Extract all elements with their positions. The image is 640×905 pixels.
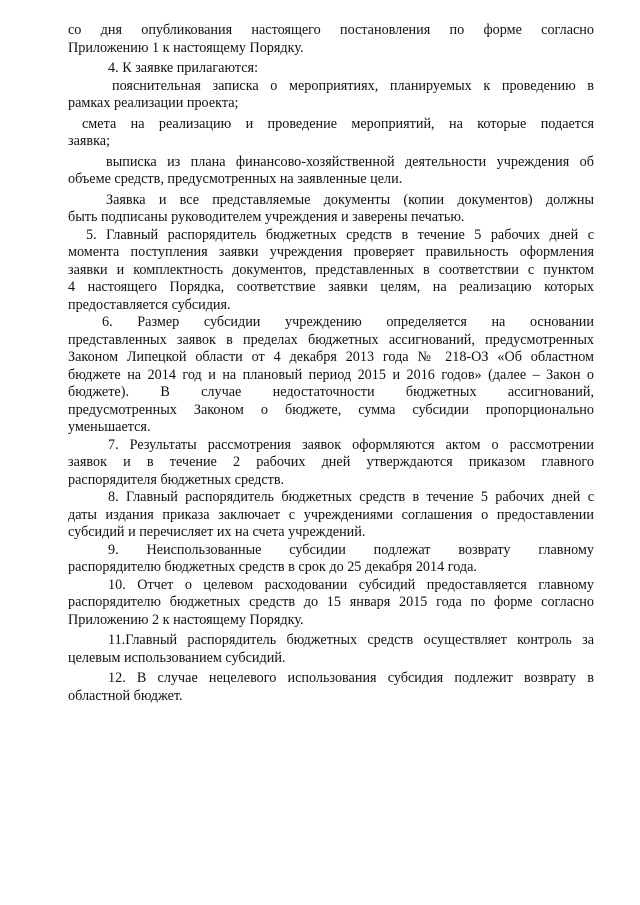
text-line: областной бюджет. xyxy=(68,687,183,704)
text-line: распорядителя бюджетных средств. xyxy=(68,471,285,488)
text-line: 9. Неиспользованные субсидии подлежат возврату главному xyxy=(108,541,594,558)
text-line: бюджете). В случае недостаточности бюджетных ассигнований, xyxy=(68,384,594,400)
text-line: 12. В случае нецелевого использования субсидия подлежит возврату в xyxy=(108,670,594,686)
text-line: смета на реализацию и проведение мероприятий, на которые подается xyxy=(82,115,594,132)
text-line: рамках реализации проекта; xyxy=(68,95,239,111)
text-line: даты издания приказа заключает с учреждениями соглашения о предоставлении xyxy=(68,506,594,523)
text-line: бюджете на 2014 год и на плановый период 2015 и 2016 годов» (далее – Закон о xyxy=(68,366,594,383)
text-line: 11.Главный распорядитель бюджетных средств осуществляет контроль за xyxy=(108,632,594,648)
text-line: предусмотренных Законом о бюджете, сумма субсидии пропорционально xyxy=(68,401,594,418)
text-line: со дня опубликования настоящего постановления по форме согласно xyxy=(68,22,594,38)
text-line: Приложению 1 к настоящему Порядку. xyxy=(68,39,304,56)
text-line: момента поступления заявки учреждения проверяет правильность оформления xyxy=(68,244,594,260)
text-line: Приложению 2 к настоящему Порядку. xyxy=(68,611,304,628)
text-line: целевым использованием субсидий. xyxy=(68,649,286,666)
text-line: субсидий и перечисляет их на счета учреждений. xyxy=(68,524,366,540)
text-line: 10. Отчет о целевом расходовании субсидий предоставляется главному xyxy=(108,576,594,593)
text-line: 7. Результаты рассмотрения заявок оформляются актом о рассмотрении xyxy=(108,436,594,453)
text-line: уменьшается. xyxy=(68,419,151,435)
text-line: пояснительная записка о мероприятиях, планируемых к проведению в xyxy=(112,77,594,94)
text-line: заявки и комплектность документов, представленных в соответствии с пунктом xyxy=(68,261,594,278)
text-line: 6. Размер субсидии учреждению определяется на основании xyxy=(102,314,594,330)
text-line: 4. К заявке прилагаются: xyxy=(108,60,259,76)
text-line: Заявка и все представляемые документы (копии документов) должны xyxy=(106,191,594,208)
text-line: 8. Главный распорядитель бюджетных средств в течение 5 рабочих дней с xyxy=(108,489,594,505)
text-line: выписка из плана финансово-хозяйственной деятельности учреждения об xyxy=(106,153,594,170)
text-line: заявка; xyxy=(68,133,111,149)
text-line: объеме средств, предусмотренных на заявленные цели. xyxy=(68,171,403,187)
text-line: представленных заявок в пределах бюджетных ассигнований, предусмотренных xyxy=(68,331,594,348)
document-page xyxy=(68,0,594,705)
text-line: заявок и в течение 2 рабочих дней утверждаются приказом главного xyxy=(68,454,594,470)
text-line: быть подписаны руководителем учреждения и заверены печатью. xyxy=(68,209,465,225)
text-line: 5. Главный распорядитель бюджетных средств в течение 5 рабочих дней с xyxy=(86,226,594,243)
text-line: распорядителю бюджетных средств в срок до 25 декабря 2014 года. xyxy=(68,559,477,575)
text-line: 4 настоящего Порядка, соответствие заявки целям, на реализацию которых xyxy=(68,279,594,295)
text-line: распорядителю бюджетных средств до 15 января 2015 года по форме согласно xyxy=(68,594,594,610)
text-line: предоставляется субсидия. xyxy=(68,296,231,313)
text-line: Законом Липецкой области от 4 декабря 2013 года № 218-ОЗ «Об областном xyxy=(68,349,594,365)
